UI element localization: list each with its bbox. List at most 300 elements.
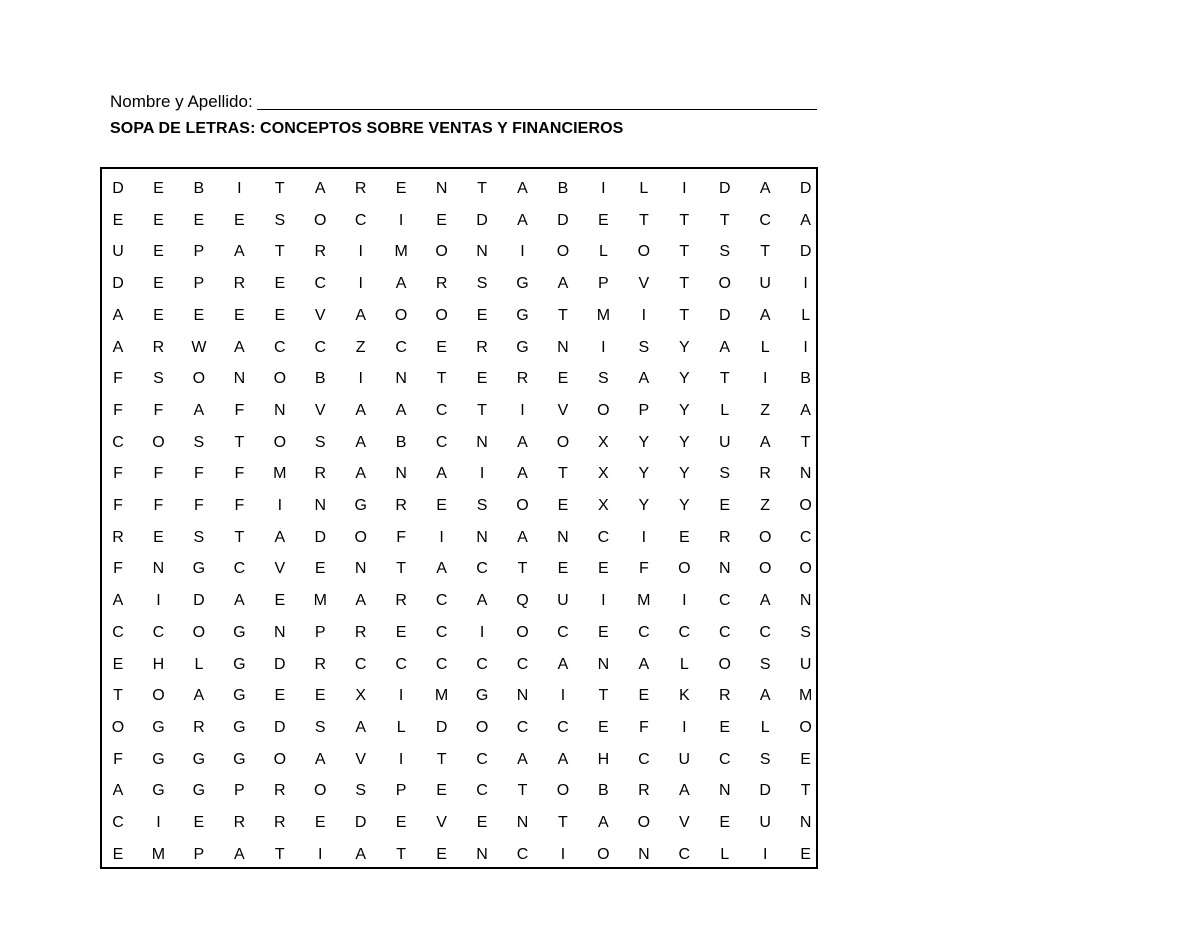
- grid-letter: P: [234, 782, 245, 800]
- grid-letter: N: [274, 623, 286, 641]
- grid-letter: O: [192, 623, 206, 641]
- grid-letter: L: [194, 655, 204, 673]
- grid-letter: E: [638, 687, 650, 705]
- grid-letter: O: [314, 211, 327, 229]
- grid-letter: E: [274, 592, 286, 610]
- grid-letter: C: [476, 560, 488, 578]
- grid-letter: F: [234, 401, 245, 419]
- grid-letter: Y: [638, 433, 650, 451]
- grid-letter: A: [314, 750, 326, 768]
- grid-letter: S: [719, 465, 731, 483]
- grid-letter: S: [193, 433, 205, 451]
- grid-letter: T: [436, 750, 447, 768]
- grid-letter: A: [557, 655, 569, 673]
- grid-letter: T: [598, 687, 609, 705]
- grid-letter: V: [314, 401, 326, 419]
- grid-letter: T: [679, 243, 690, 261]
- grid-letter: N: [274, 401, 286, 419]
- grid-letter: A: [800, 211, 811, 229]
- grid-letter: O: [718, 655, 731, 673]
- grid-letter: A: [234, 845, 245, 863]
- grid-letter: C: [435, 433, 448, 451]
- grid-letter: U: [799, 655, 812, 673]
- grid-letter: E: [314, 560, 326, 578]
- grid-letter: T: [396, 560, 407, 578]
- grid-letter: C: [112, 623, 124, 641]
- grid-letter: C: [799, 528, 812, 546]
- grid-letter: F: [638, 718, 649, 736]
- grid-letter: I: [641, 528, 647, 546]
- grid-letter: C: [718, 750, 731, 768]
- grid-letter: V: [355, 750, 367, 768]
- grid-letter: F: [113, 465, 123, 483]
- grid-letter: Z: [355, 338, 366, 356]
- grid-letter: A: [517, 433, 528, 451]
- grid-letter: C: [435, 592, 448, 610]
- grid-letter: R: [759, 465, 771, 483]
- grid-letter: A: [436, 560, 447, 578]
- grid-letter: O: [152, 687, 165, 705]
- grid-letter: G: [192, 782, 206, 800]
- grid-letter: I: [156, 592, 161, 610]
- grid-letter: F: [153, 497, 164, 514]
- grid-letter: S: [759, 750, 771, 768]
- grid-letter: T: [396, 845, 407, 863]
- grid-letter: D: [557, 211, 569, 229]
- name-line: [110, 90, 817, 112]
- grid-letter: L: [639, 180, 649, 197]
- grid-letter: C: [112, 433, 124, 451]
- grid-letter: T: [719, 211, 730, 229]
- grid-letter: L: [801, 306, 811, 324]
- grid-letter: A: [193, 401, 205, 419]
- grid-letter: A: [112, 592, 124, 610]
- grid-letter: R: [718, 528, 731, 546]
- grid-letter: X: [355, 687, 367, 705]
- grid-letter: N: [557, 528, 569, 546]
- grid-letter: M: [434, 687, 449, 705]
- grid-letter: C: [314, 338, 327, 356]
- grid-letter: M: [637, 592, 651, 610]
- grid-letter: E: [557, 370, 569, 388]
- grid-letter: C: [354, 211, 367, 229]
- grid-letter: G: [152, 782, 165, 800]
- grid-letter: O: [597, 845, 610, 863]
- grid-letter: A: [355, 845, 367, 863]
- grid-letter: C: [638, 623, 650, 641]
- word-search-grid: [100, 167, 818, 869]
- grid-letter: C: [354, 655, 367, 673]
- grid-letter: E: [153, 528, 164, 546]
- grid-letter: A: [638, 370, 650, 388]
- grid-letter: E: [476, 370, 488, 388]
- grid-letter: I: [682, 592, 687, 610]
- grid-letter: I: [520, 401, 525, 419]
- grid-letter: A: [759, 180, 771, 197]
- name-fill-line[interactable]: [257, 109, 817, 110]
- grid-letter: A: [112, 338, 124, 356]
- grid-letter: S: [314, 718, 326, 736]
- grid-letter: N: [435, 180, 448, 197]
- grid-letter: Y: [678, 401, 690, 419]
- grid-letter: A: [678, 782, 690, 800]
- grid-letter: X: [598, 465, 609, 483]
- grid-letter: V: [274, 560, 286, 578]
- grid-letter: C: [718, 592, 731, 610]
- grid-letter: D: [718, 180, 731, 197]
- grid-letter: C: [395, 338, 407, 356]
- grid-letter: N: [799, 592, 812, 610]
- grid-letter: C: [395, 655, 407, 673]
- grid-letter: E: [678, 528, 690, 546]
- grid-letter: S: [274, 211, 286, 229]
- grid-letter: E: [598, 623, 609, 641]
- grid-letter: E: [153, 211, 164, 229]
- grid-letter: O: [273, 433, 287, 451]
- grid-letter: Y: [678, 433, 690, 451]
- grid-letter: U: [718, 433, 731, 451]
- grid-letter: B: [314, 370, 326, 388]
- grid-letter: O: [758, 560, 772, 578]
- grid-letter: W: [191, 338, 207, 356]
- grid-letter: E: [476, 814, 488, 831]
- grid-letter: O: [152, 433, 165, 451]
- grid-letter: I: [560, 687, 566, 705]
- grid-letter: X: [598, 497, 609, 514]
- grid-letter: S: [759, 655, 771, 673]
- grid-letter: F: [153, 465, 164, 483]
- grid-letter: P: [193, 845, 205, 863]
- grid-letter: O: [435, 243, 448, 261]
- grid-letter: V: [638, 275, 650, 293]
- grid-letter: F: [113, 560, 123, 578]
- grid-letter: C: [476, 750, 488, 768]
- grid-letter: N: [395, 465, 407, 483]
- grid-letter: E: [112, 211, 124, 229]
- grid-letter: D: [274, 718, 286, 736]
- grid-letter: C: [274, 338, 286, 356]
- grid-letter: C: [638, 750, 650, 768]
- grid-letter: F: [194, 465, 204, 483]
- grid-letter: A: [517, 465, 528, 483]
- grid-letter: I: [277, 497, 283, 514]
- grid-letter: Y: [678, 370, 690, 388]
- grid-letter: L: [396, 718, 406, 736]
- grid-letter: Y: [638, 465, 650, 483]
- grid-letter: A: [800, 401, 811, 419]
- grid-letter: I: [318, 845, 323, 863]
- grid-letter: D: [718, 306, 731, 324]
- grid-letter: E: [274, 687, 286, 705]
- grid-letter: C: [314, 275, 327, 293]
- grid-letter: C: [557, 623, 569, 641]
- grid-letter: O: [273, 370, 287, 388]
- grid-letter: N: [476, 243, 488, 261]
- grid-letter: T: [719, 370, 730, 388]
- grid-letter: I: [520, 243, 525, 261]
- grid-letter: D: [435, 718, 448, 736]
- grid-letter: V: [678, 814, 690, 831]
- grid-letter: X: [598, 433, 609, 451]
- grid-letter: E: [112, 655, 124, 673]
- grid-letter: F: [396, 528, 407, 546]
- grid-letter: T: [679, 211, 690, 229]
- grid-letter: C: [516, 718, 529, 736]
- grid-letter: I: [601, 338, 606, 356]
- grid-letter: R: [233, 275, 246, 293]
- grid-letter: A: [112, 306, 124, 324]
- grid-letter: N: [557, 338, 569, 356]
- grid-letter: S: [598, 370, 609, 388]
- grid-letter: E: [557, 497, 569, 514]
- grid-letter: T: [477, 401, 487, 419]
- grid-letter: R: [435, 275, 448, 293]
- grid-letter: N: [597, 655, 610, 673]
- grid-letter: I: [439, 528, 444, 546]
- grid-letter: R: [395, 497, 407, 514]
- grid-letter: U: [678, 750, 691, 768]
- grid-letter: G: [233, 623, 246, 641]
- grid-letter: R: [314, 655, 327, 673]
- grid-letter: C: [597, 528, 610, 546]
- grid-letter: I: [682, 180, 687, 197]
- grid-letter: E: [436, 845, 447, 863]
- grid-letter: S: [476, 497, 488, 514]
- grid-letter: G: [233, 750, 246, 768]
- grid-letter: D: [354, 814, 367, 831]
- grid-letter: Y: [678, 465, 690, 483]
- grid-letter: G: [233, 718, 246, 736]
- grid-letter: B: [800, 370, 811, 388]
- grid-letter: I: [560, 845, 566, 863]
- grid-letter: E: [153, 275, 164, 293]
- grid-letter: F: [113, 370, 123, 388]
- grid-letter: P: [598, 275, 609, 293]
- grid-letter: T: [800, 433, 811, 451]
- grid-letter: M: [394, 243, 408, 261]
- grid-letter: S: [355, 782, 367, 800]
- grid-letter: I: [762, 845, 768, 863]
- grid-letter: C: [476, 655, 488, 673]
- grid-letter: C: [112, 814, 124, 831]
- grid-letter: F: [194, 497, 204, 514]
- grid-letter: A: [274, 528, 286, 546]
- grid-letter: P: [638, 401, 650, 419]
- grid-letter: I: [601, 180, 606, 197]
- grid-letter: O: [799, 560, 812, 578]
- grid-letter: C: [718, 623, 731, 641]
- grid-letter: G: [152, 718, 165, 736]
- grid-letter: B: [395, 433, 407, 451]
- grid-letter: P: [193, 275, 205, 293]
- grid-letter: F: [234, 497, 245, 514]
- grid-letter: T: [638, 211, 649, 229]
- grid-letter: O: [192, 370, 206, 388]
- grid-letter: A: [355, 306, 367, 324]
- grid-letter: Z: [760, 497, 771, 514]
- grid-letter: A: [436, 465, 447, 483]
- grid-letter: D: [274, 655, 286, 673]
- grid-letter: O: [354, 528, 367, 546]
- grid-letter: A: [355, 465, 367, 483]
- grid-letter: O: [394, 306, 408, 324]
- grid-letter: A: [759, 433, 771, 451]
- grid-letter: I: [398, 211, 404, 229]
- grid-letter: N: [354, 560, 367, 578]
- grid-letter: E: [153, 306, 164, 324]
- grid-letter: R: [274, 814, 286, 831]
- grid-letter: M: [798, 687, 813, 705]
- grid-letter: R: [718, 687, 731, 705]
- grid-letter: C: [759, 211, 771, 229]
- grid-letter: E: [193, 306, 205, 324]
- grid-letter: E: [557, 560, 569, 578]
- grid-letter: N: [314, 497, 327, 514]
- grid-letter: E: [436, 338, 447, 356]
- grid-letter: I: [479, 623, 485, 641]
- grid-letter: N: [395, 370, 407, 388]
- grid-letter: E: [395, 180, 407, 197]
- grid-letter: A: [759, 687, 771, 705]
- grid-letter: M: [313, 592, 327, 610]
- grid-letter: L: [760, 718, 770, 736]
- grid-letter: S: [314, 433, 326, 451]
- grid-letter: T: [517, 782, 528, 800]
- grid-letter: O: [516, 497, 529, 514]
- grid-letter: E: [274, 275, 286, 293]
- grid-letter: T: [517, 560, 528, 578]
- grid-letter: I: [803, 338, 808, 356]
- grid-letter: E: [719, 497, 731, 514]
- grid-letter: C: [435, 655, 448, 673]
- grid-letter: O: [637, 814, 651, 831]
- grid-letter: A: [476, 592, 488, 610]
- grid-letter: A: [234, 243, 245, 261]
- grid-letter: L: [679, 655, 689, 673]
- grid-letter: B: [557, 180, 569, 197]
- grid-letter: E: [598, 560, 609, 578]
- grid-letter: E: [193, 814, 205, 831]
- grid-letter: A: [557, 275, 569, 293]
- grid-letter: V: [436, 814, 447, 831]
- grid-letter: H: [597, 750, 610, 768]
- grid-letter: C: [435, 401, 448, 419]
- grid-letter: R: [314, 243, 327, 261]
- grid-letter: O: [435, 306, 448, 324]
- grid-letter: C: [233, 560, 246, 578]
- grid-letter: E: [234, 211, 245, 229]
- grid-letter: T: [477, 180, 487, 197]
- grid-letter: A: [193, 687, 205, 705]
- grid-letter: D: [759, 782, 771, 800]
- grid-letter: Z: [760, 401, 771, 419]
- grid-letter: G: [516, 275, 529, 293]
- grid-letter: E: [598, 718, 609, 736]
- grid-letter: A: [395, 275, 407, 293]
- grid-letter: C: [435, 623, 448, 641]
- grid-letter: R: [638, 782, 650, 800]
- grid-letter: E: [314, 814, 326, 831]
- grid-letter: E: [112, 845, 124, 863]
- grid-letter: D: [314, 528, 327, 546]
- grid-letter: I: [803, 275, 808, 293]
- grid-letter: A: [314, 180, 326, 197]
- grid-letter: T: [800, 782, 811, 800]
- grid-letter: G: [475, 687, 489, 705]
- grid-letter: E: [719, 814, 731, 831]
- grid-letter: E: [436, 211, 447, 229]
- grid-letter: O: [516, 623, 529, 641]
- grid-letter: D: [799, 243, 812, 261]
- grid-letter: R: [112, 528, 124, 546]
- grid-letter: N: [152, 560, 165, 578]
- grid-letter: A: [517, 180, 528, 197]
- grid-letter: R: [354, 180, 367, 197]
- grid-letter: E: [395, 623, 407, 641]
- grid-letter: C: [759, 623, 771, 641]
- grid-letter: S: [800, 623, 811, 641]
- grid-letter: T: [558, 306, 568, 324]
- grid-letter: C: [678, 623, 691, 641]
- grid-letter: O: [273, 750, 287, 768]
- grid-letter: L: [760, 338, 770, 356]
- grid-letter: N: [476, 528, 488, 546]
- grid-letter: R: [152, 338, 165, 356]
- grid-letter: G: [354, 497, 367, 514]
- grid-letter: R: [354, 623, 367, 641]
- grid-letter: A: [759, 306, 771, 324]
- grid-letter: E: [800, 750, 811, 768]
- grid-letter: E: [193, 211, 205, 229]
- grid-letter: Q: [516, 592, 529, 610]
- grid-letter: T: [274, 243, 285, 261]
- grid-letter: E: [234, 306, 245, 324]
- grid-letter: D: [799, 180, 812, 197]
- grid-letter: N: [799, 465, 812, 483]
- grid-letter: A: [517, 211, 528, 229]
- grid-letter: G: [516, 338, 529, 356]
- grid-letter: F: [234, 465, 245, 483]
- grid-letter: I: [641, 306, 647, 324]
- grid-letter: A: [598, 814, 609, 831]
- grid-letter: A: [234, 592, 245, 610]
- grid-letter: I: [358, 370, 363, 388]
- grid-letter: O: [111, 718, 125, 736]
- grid-letter: K: [678, 687, 690, 705]
- grid-letter: N: [476, 433, 488, 451]
- grid-letter: S: [193, 528, 205, 546]
- grid-letter: G: [192, 560, 206, 578]
- grid-letter: N: [718, 782, 731, 800]
- grid-letter: I: [398, 750, 404, 768]
- grid-letter: A: [395, 401, 407, 419]
- grid-letter: L: [598, 243, 608, 261]
- grid-letter: I: [601, 592, 606, 610]
- grid-letter: S: [719, 243, 731, 261]
- grid-letter: O: [556, 433, 570, 451]
- grid-letter: T: [679, 275, 690, 293]
- grid-letter: R: [516, 370, 529, 388]
- grid-letter: C: [476, 782, 488, 800]
- grid-letter: B: [598, 782, 609, 800]
- grid-letter: R: [314, 465, 327, 483]
- grid-letter: N: [476, 845, 488, 863]
- page-title: SOPA DE LETRAS: CONCEPTOS SOBRE VENTAS Y FINANCIEROS: [110, 120, 624, 137]
- grid-letter: R: [395, 592, 407, 610]
- grid-letter: A: [355, 718, 367, 736]
- grid-letter: F: [153, 401, 164, 419]
- grid-letter: U: [112, 243, 124, 261]
